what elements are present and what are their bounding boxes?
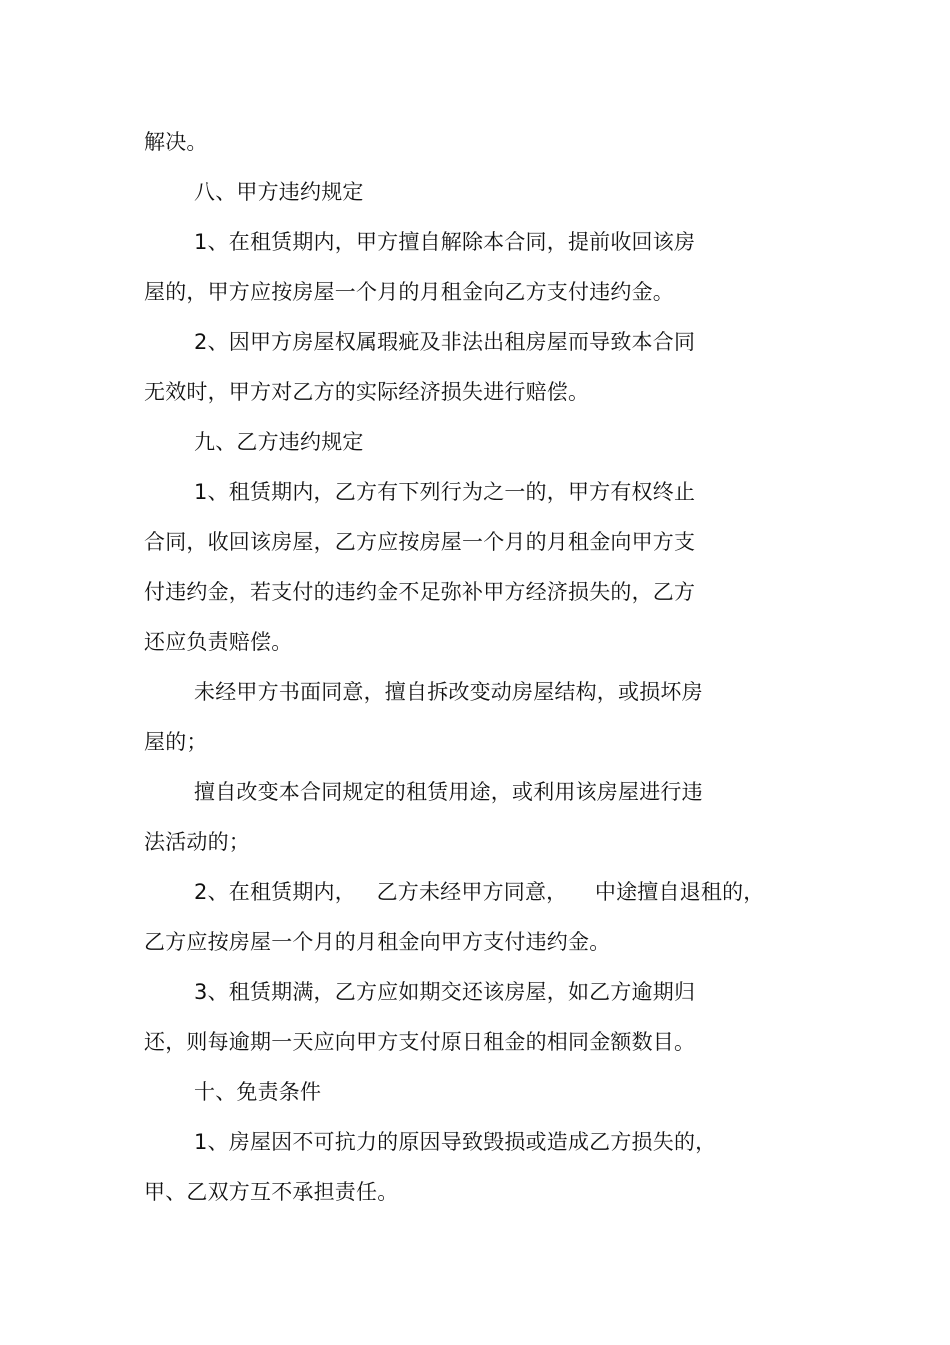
- text-line: 1、房屋因不可抗力的原因导致毁损或造成乙方损失的，: [194, 1130, 717, 1154]
- text-line: 法活动的；: [144, 830, 250, 854]
- text-line: 还应负责赔偿。: [144, 630, 293, 654]
- text-line: 3、租赁期满，乙方应如期交还该房屋，如乙方逾期归: [194, 980, 696, 1004]
- text-line: 擅自改变本合同规定的租赁用途，或利用该房屋进行违: [194, 780, 703, 804]
- text-line: 1、在租赁期内，甲方擅自解除本合同，提前收回该房: [194, 230, 696, 254]
- section-heading-8: 八、甲方违约规定: [194, 180, 364, 204]
- text-line: 付违约金，若支付的违约金不足弥补甲方经济损失的，乙方: [144, 580, 696, 604]
- text-line: 屋的；: [144, 730, 208, 754]
- text-line: 1、租赁期内，乙方有下列行为之一的，甲方有权终止: [194, 480, 696, 504]
- text-line: 乙方应按房屋一个月的月租金向甲方支付违约金。: [144, 930, 611, 954]
- text-line: 解决。: [144, 130, 208, 154]
- text-line: 未经甲方书面同意，擅自拆改变动房屋结构，或损坏房: [194, 680, 703, 704]
- section-heading-10: 十、免责条件: [194, 1080, 322, 1104]
- text-line: 还，则每逾期一天应向甲方支付原日租金的相同金额数目。: [144, 1030, 696, 1054]
- text-line: 甲、乙双方互不承担责任。: [144, 1180, 399, 1204]
- text-line: 合同，收回该房屋，乙方应按房屋一个月的月租金向甲方支: [144, 530, 696, 554]
- text-line: 2、在租赁期内， 乙方未经甲方同意， 中途擅自退租的，: [194, 880, 765, 904]
- text-line: 2、因甲方房屋权属瑕疵及非法出租房屋而导致本合同: [194, 330, 696, 354]
- section-heading-9: 九、乙方违约规定: [194, 430, 364, 454]
- text-line: 屋的，甲方应按房屋一个月的月租金向乙方支付违约金。: [144, 280, 674, 304]
- text-line: 无效时，甲方对乙方的实际经济损失进行赔偿。: [144, 380, 590, 404]
